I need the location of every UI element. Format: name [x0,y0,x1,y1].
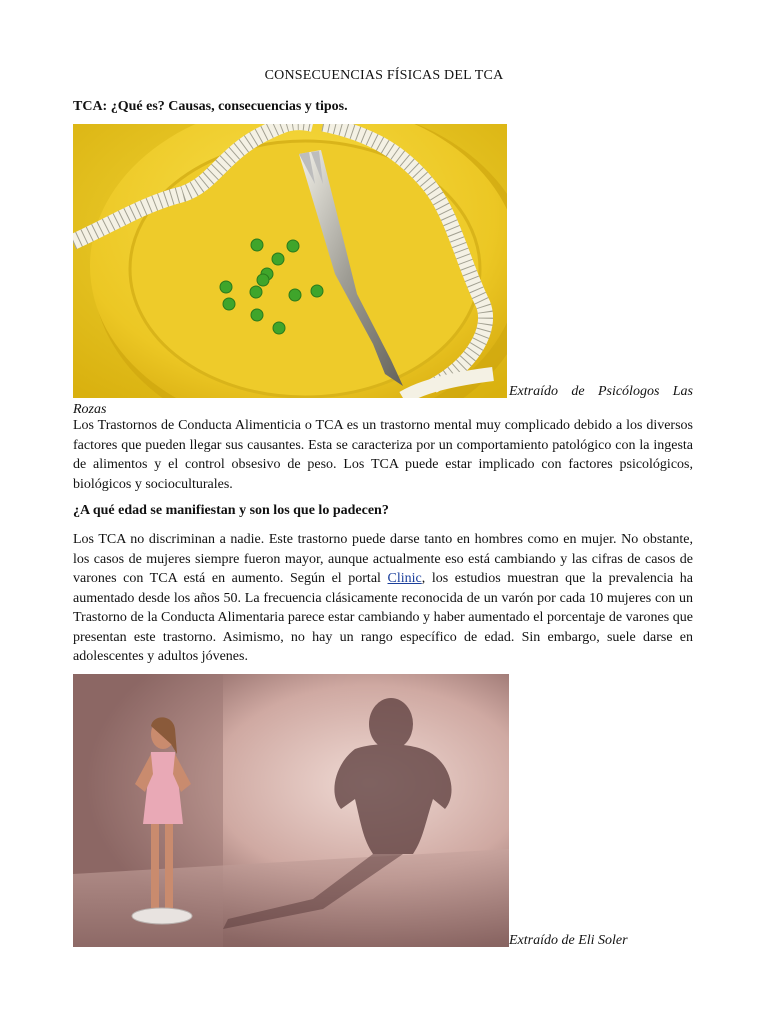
figure-caption-2: Extraído de Eli Soler [509,933,628,948]
figure-caption-1-line2: Rozas [73,402,107,417]
clinic-link[interactable]: Clinic [387,571,422,586]
paragraph-age [73,530,693,667]
paragraph-age-text-2: , los estudios muestran que la prevalencia ha aumentado desde los años 50. La frecuencia clásicamente reconocida de un varón por cada 10 mujeres con un Trastorno de la Conducta Alimentaria parece estar cambiando y haber aumentado el porcentaje de varones que presentan este trastorno. Asimismo, no hay un rango específico de edad. Sin embargo, suele darse en adolescentes y adultos jóvenes. [73,571,693,664]
scale-shadow-illustration [73,674,509,947]
document-title: CONSECUENCIAS FÍSICAS DEL TCA [264,68,504,83]
section-heading-tca: TCA: ¿Qué es? Causas, consecuencias y tipos. [73,99,348,114]
plate-photo [73,124,507,398]
figure-caption-1-line1: Extraído de Psicólogos Las [509,384,693,399]
paragraph-definition: Los Trastornos de Conducta Alimenticia o TCA es un trastorno mental muy complicado debido a los diversos factores que pueden llegar sus causantes. Esta se caracteriza por un comportamiento patológico con la ingesta de alimentos y el control obsesivo de peso. Los TCA puede estar implicado con factores psicológicos, biológicos y socioculturales. [73,418,693,492]
paragraph-age-text-1: Los TCA no discriminan a nadie. Este trastorno puede darse tanto en hombres como en mujer. No obstante, los casos de mujeres siempre fueron mayor, aunque actualmente eso está cambiando y las cifras de casos de varones con TCA está en aumento. Según el portal [73,532,693,586]
section-heading-age: ¿A qué edad se manifiestan y son los que lo padecen? [73,503,389,518]
plate-illustration [73,124,507,398]
shadow-photo [73,674,509,947]
